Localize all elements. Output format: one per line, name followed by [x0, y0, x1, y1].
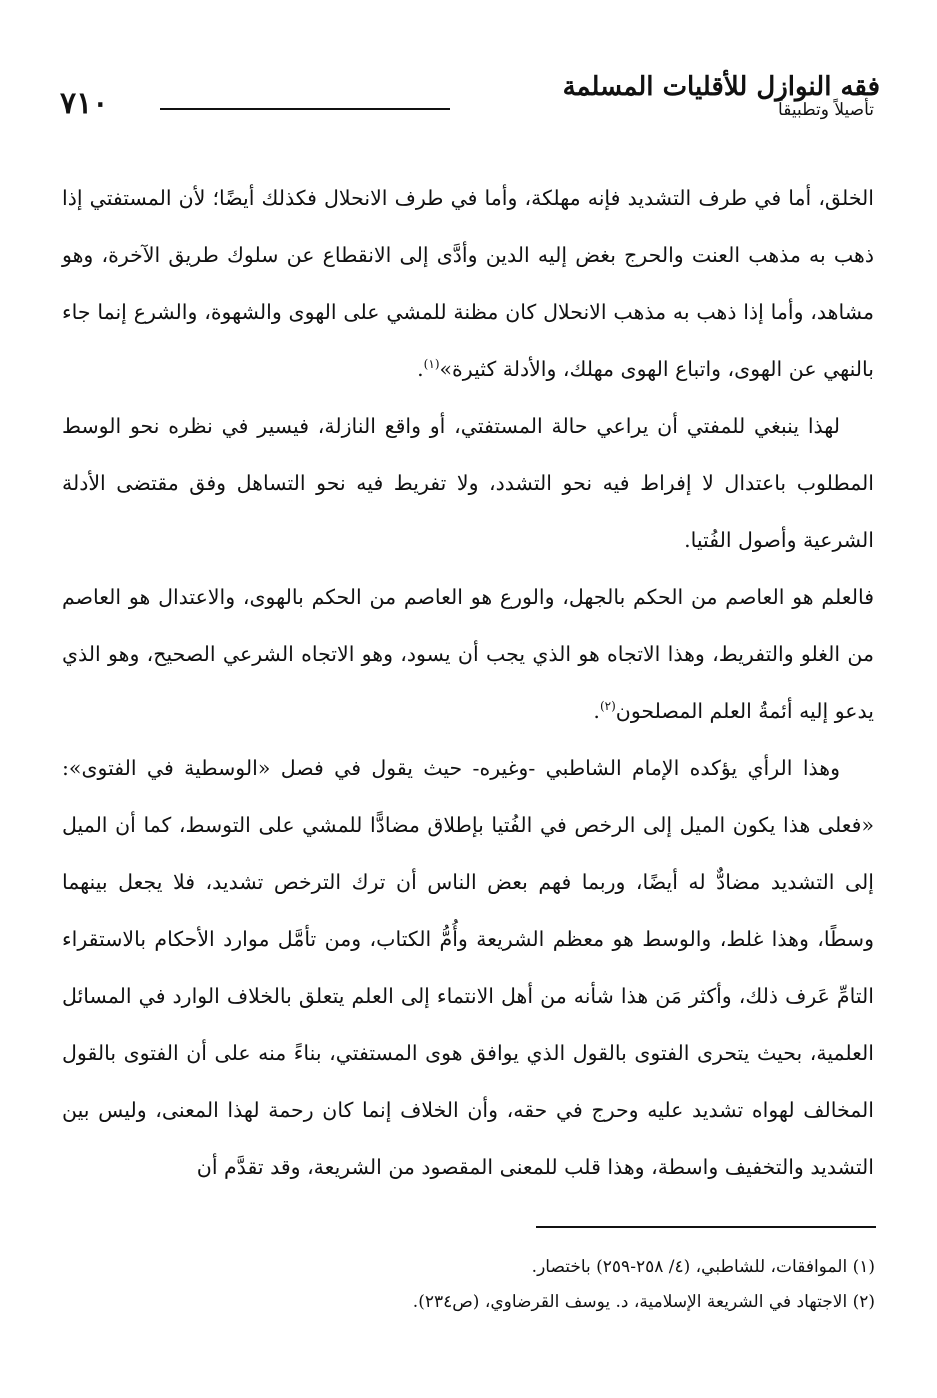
footnote: (١) الموافقات، للشاطبي، (٤/ ٢٥٨-٢٥٩) باختصار. — [531, 1257, 875, 1277]
page-header — [60, 64, 880, 144]
footnote-divider — [536, 1226, 876, 1228]
page-number: ٧١٠ — [60, 86, 109, 121]
footnotes — [240, 1250, 875, 1320]
paragraph: فالعلم هو العاصم من الحكم بالجهل، والورع هو العاصم من الحكم بالهوى، والاعتدال هو العاصم من الغلو والتفريط، وهذا الاتجاه هو الذي يجب أن يسود، وهو الاتجاه الشرعي الصحيح، وهو الذي يدعو إليه أئمةُ العلم المصلحون$^{(٢)}$. — [62, 585, 874, 723]
footnote-ref: (١) — [423, 357, 440, 372]
book-title: فقه النوازل للأقليات المسلمة — [562, 72, 880, 102]
header-divider — [160, 108, 450, 110]
footnote: (٢) الاجتهاد في الشريعة الإسلامية، د. يوسف القرضاوي، (ص٢٣٤). — [412, 1292, 875, 1312]
paragraph: لهذا ينبغي للمفتي أن يراعي حالة المستفتي، أو واقع النازلة، فيسير في نظره نحو الوسط المطلوب باعتدال لا إفراط فيه نحو التشدد، ولا تفريط فيه نحو التساهل وفق مقتضى الأدلة الشرعية وأصول الفُتيا. — [62, 414, 874, 552]
book-title-logo — [480, 72, 880, 120]
paragraph: وهذا الرأي يؤكده الإمام الشاطبي -وغيره- حيث يقول في فصل «الوسطية في الفتوى»: «فعلى هذا يكون الميل إلى الرخص في الفُتيا بإطلاق مضادًّا للمشي على التوسط، كما أن الميل إلى التشديد مضادٌّ له أيضًا، وربما فهم بعض الناس أن ترك الترخص تشديد، فلا يجعل بينهما وسطًا، وهذا غلط، والوسط هو معظم الشريعة وأُمُّ الكتاب، ومن تأمَّل موارد الأحكام بالاستقراء التامِّ عَرف ذلك، وأكثر مَن هذا شأنه من أهل الانتماء إلى العلم يتعلق بالخلاف الوارد في المسائل العلمية، بحيث يتحرى الفتوى بالقول الذي يوافق هوى المستفتي، بناءً منه على أن الفتوى بالقول المخالف لهواه تشديد عليه وحرج في حقه، وأن الخلاف إنما كان رحمة لهذا المعنى، وليس بين التشديد والتخفيف واسطة، وهذا قلب للمعنى المقصود من الشريعة، وقد تقدَّم أن — [62, 756, 874, 1179]
footnote-ref: (٢) — [599, 699, 616, 714]
book-subtitle: تأصيلاً وتطبيقاً — [778, 100, 874, 120]
body-text — [62, 170, 874, 1196]
paragraph: الخلق، أما في طرف التشديد فإنه مهلكة، وأما في طرف الانحلال فكذلك أيضًا؛ لأن المستفتي إذا ذهب به مذهب العنت والحرج بغض إليه الدين وأدَّى إلى الانقطاع عن سلوك طريق الآخرة، وهو مشاهد، وأما إذا ذهب به مذهب الانحلال كان مظنة للمشي على الهوى والشهوة، والشرع إنما جاء بالنهي عن الهوى، واتباع الهوى مهلك، والأدلة كثيرة»$^{(١)}$. — [62, 186, 874, 381]
